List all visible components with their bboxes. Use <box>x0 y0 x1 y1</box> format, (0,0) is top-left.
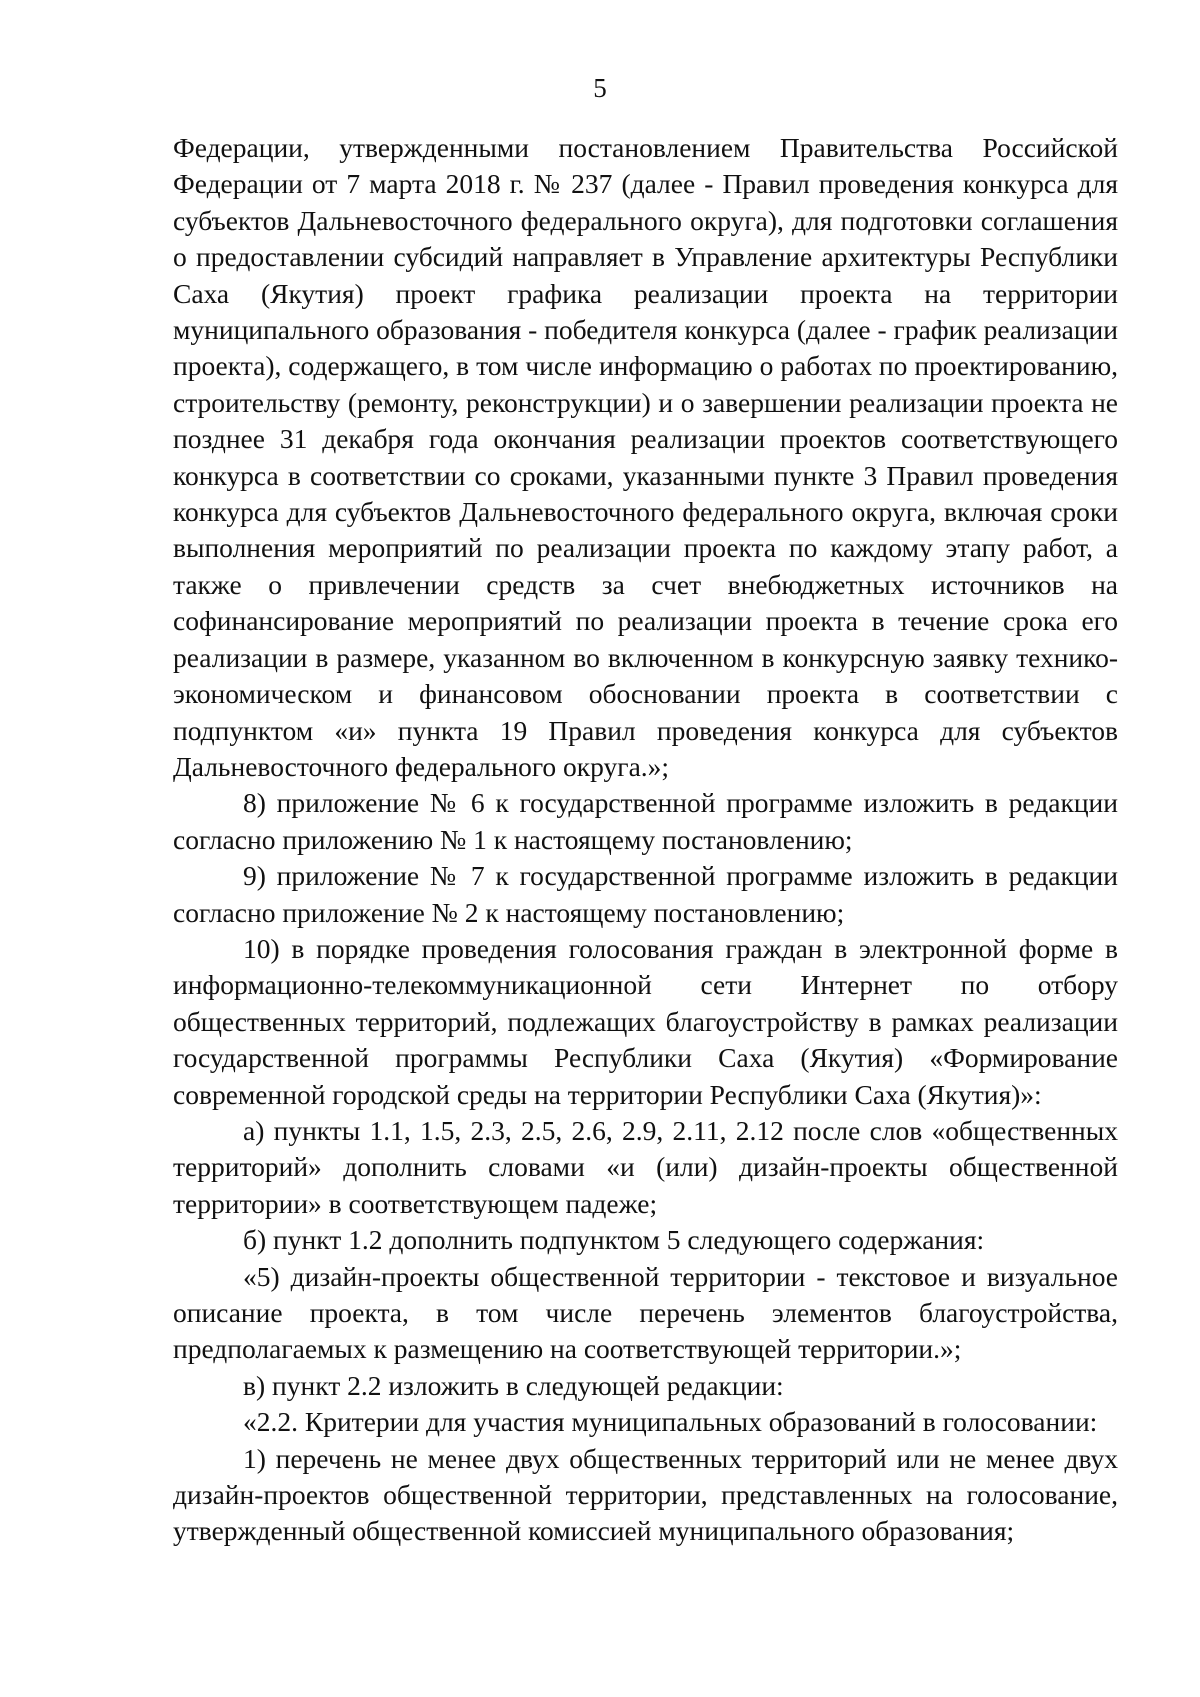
paragraph-criteria-1: 1) перечень не менее двух общественных территорий или не менее двух дизайн-проектов общественной территории, представленных на голосование, утвержденный общественной комиссией муниципального образования; <box>173 1442 1118 1547</box>
paragraph-sub-a: а) пункты 1.1, 1.5, 2.3, 2.5, 2.6, 2.9, 2.11, 2.12 после слов «общественных территорий» дополнить словами «и (или) дизайн-проекты общественной территории» в соответствующем падеже; <box>173 1114 1118 1219</box>
paragraph-sub-b-quote: «5) дизайн-проекты общественной территории - текстовое и визуальное описание проекта, в том числе перечень элементов благоустройства, предполагаемых к размещению на соответствующей территории.»; <box>173 1260 1118 1365</box>
paragraph-item-8: 8) приложение № 6 к государственной программе изложить в редакции согласно приложению № 1 к настоящему постановлению; <box>173 787 1118 855</box>
document-body <box>173 130 1118 1550</box>
paragraph-sub-v: в) пункт 2.2 изложить в следующей редакции: <box>243 1369 784 1401</box>
paragraph-continuation: Федерации, утвержденными постановлением Правительства Российской Федерации от 7 марта 2018 г. № 237 (далее - Правил проведения конкурса для субъектов Дальневосточного федерального округа), для подготовки соглашения о предоставлении субсидий направляет в Управление архитектуры Республики Саха (Якутия) проект графика реализации проекта на территории муниципального образования - победителя конкурса (далее - график реализации проекта), содержащего, в том числе информацию о работах по проектированию, строительству (ремонту, реконструкции) и о завершении реализации проекта не позднее 31 декабря года окончания реализации проектов соответствующего конкурса в соответствии со сроками, указанными пункте 3 Правил проведения конкурса для субъектов Дальневосточного федерального округа, включая сроки выполнения мероприятий по реализации проекта по каждому этапу работ, а также о привлечении средств за счет внебюджетных источников на софинансирование мероприятий по реализации проекта в течение срока его реализации в размере, указанном во включенном в конкурсную заявку технико-экономическом и финансовом обосновании проекта в соответствии с подпунктом «и» пункта 19 Правил проведения конкурса для субъектов Дальневосточного федерального округа.»; <box>173 132 1118 782</box>
page-number: 5 <box>593 73 607 103</box>
paragraph-item-10: 10) в порядке проведения голосования граждан в электронной форме в информационно-телекоммуникационной сети Интернет по отбору общественных территорий, подлежащих благоустройству в рамках реализации государственной программы Республики Саха (Якутия) «Формирование современной городской среды на территории Республики Саха (Якутия)»: <box>173 932 1118 1110</box>
paragraph-sub-b: б) пункт 1.2 дополнить подпунктом 5 следующего содержания: <box>243 1224 985 1256</box>
paragraph-criteria-heading: «2.2. Критерии для участия муниципальных образований в голосовании: <box>243 1406 1098 1438</box>
paragraph-item-9: 9) приложение № 7 к государственной программе изложить в редакции согласно приложение № 2 к настоящему постановлению; <box>173 860 1118 928</box>
